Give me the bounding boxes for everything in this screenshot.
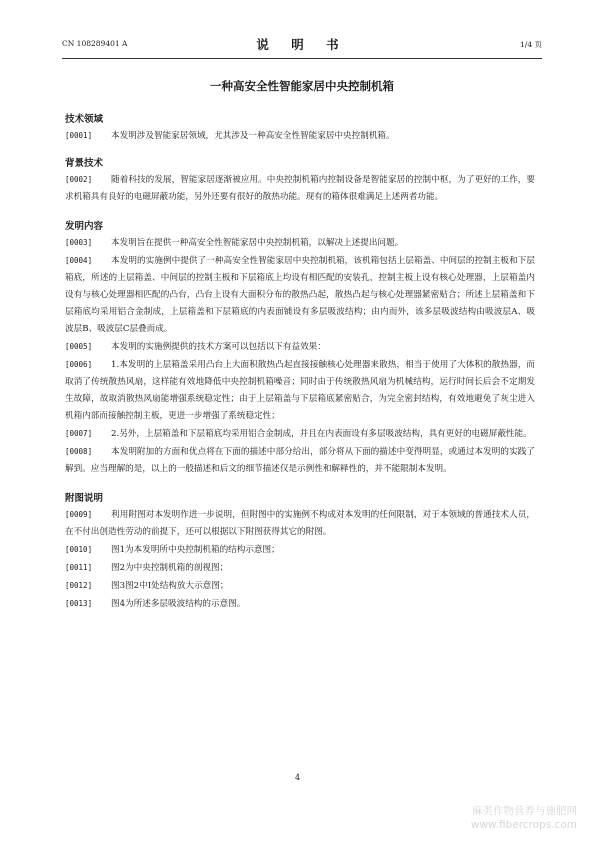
watermark-url: www.fibercrops.com [470,819,577,831]
section-background [65,157,535,206]
watermark-site-name: 麻类作物营养与施肥网 [472,805,577,817]
publication-number: CN 108289401 A [62,39,128,48]
paragraph-number: [0013] [65,599,93,608]
paragraph-text: 本发明涉及智能家居领域，尤其涉及一种高安全性智能家居中央控制机箱。 [111,131,395,141]
paragraph-number: [0011] [65,563,93,572]
section-heading: 发明内容 [65,221,104,232]
paragraph-text: 本发明的实施例提供的技术方案可以包括以下有益效果： [111,342,326,352]
paragraph [65,252,535,338]
paragraph-number: [0012] [65,581,93,590]
page-header [62,35,542,55]
paragraph-text: 利用附图对本发明作进一步说明，但附图中的实施例不构成对本发明的任何限制，对于本领域的普通技术人员，在不付出创造性劳动的前提下，还可以根据以下附图获得其它的附图。 [65,510,535,537]
paragraph-number: [0005] [65,342,93,351]
paragraph-text: 2.另外，上层箱盖和下层箱底均采用铝合金制成，并且在内表面设有多层吸波结构，具有更好的电磁屏蔽性能。 [111,429,532,439]
paragraph-text: 本发明旨在提供一种高安全性智能家居中央控制机箱，以解决上述提出问题。 [111,238,404,248]
section-heading: 背景技术 [65,158,104,169]
paragraph-number: [0007] [65,429,93,438]
paragraph-text: 本发明的实施例中提供了一种高安全性智能家居中央控制机箱，该机箱包括上层箱盖、中间层的控制主板和下层箱底，所述的上层箱盖、中间层的控制主板和下层箱底上均设有相匹配的安装孔，控制主板上设有核心处理器，上层箱盖内设有与核心处理器相匹配的凸台，凸台上设有大面积分布的散热凸起，散热凸起与核心处理器紧密贴合；所述上层箱盖和下层箱底均采用铝合金制成，上层箱盖和下层箱底的内表面铺设有多层吸波结构；由内而外，该多层吸波结构由吸波层A、吸波层B、吸波层C层叠而成。 [65,256,535,334]
paragraph-text: 图1为本发明所中央控制机箱的结构示意图； [111,545,280,555]
paragraph-text: 1.本发明的上层箱盖采用凸台上大面积散热凸起直接接触核心处理器来散热，相当于使用了大体积的散热器，而取消了传统散热风扇，这样能有效地降低中央控制机箱噪音；同时由于传统散热风扇为机械结构，运行时间长后会不定期发生故障，故取消散热风扇能增强系统稳定性；由于上层箱盖与下层箱底紧密贴合，为完全密封结构，有效地避免了灰尘进入机箱内部而接触控制主板，更进一步增强了系统稳定性； [65,360,535,421]
paragraph [65,541,535,559]
section-heading: 技术领域 [65,114,104,125]
page-number: 4 [294,773,301,782]
paragraph [65,443,535,478]
header-divider [62,58,542,59]
paragraph-number: [0004] [65,256,93,265]
watermark [471,804,577,832]
paragraph-text: 本发明附加的方面和优点将在下面的描述中部分给出，部分将从下面的描述中变得明显，或通过本发明的实践了解到。应当理解的是，以上的一般描述和后文的细节描述仅是示例性和解释性的，并不能限制本发明。 [65,447,535,474]
paragraph [65,356,535,425]
section-heading: 附图说明 [65,493,104,504]
paragraph-number: [0003] [65,238,93,247]
paragraph-text: 图2为中央控制机箱的剖视图； [111,563,229,573]
page-indicator: 1/4 页 [520,40,542,49]
paragraph [65,127,535,145]
section-summary [65,220,535,478]
paragraph [65,171,535,206]
paragraph [65,338,535,356]
paragraph [65,234,535,252]
paragraph [65,425,535,443]
paragraph-number: [0001] [65,131,93,140]
document-type-title: 说 明 书 [256,37,348,52]
document-body [65,113,535,613]
section-tech-field [65,113,535,145]
paragraph-number: [0006] [65,360,93,369]
paragraph [65,595,535,613]
paragraph [65,559,535,577]
paragraph-number: [0008] [65,447,93,456]
paragraph [65,506,535,541]
paragraph-number: [0009] [65,510,93,519]
paragraph-text: 随着科技的发展，智能家居逐渐被应用。中央控制机箱内控制设备是智能家居的控制中枢，为了更好的工作，要求机箱具有良好的电磁屏蔽功能，另外还要有很好的散热功能。现有的箱体很难满足上述两者功能。 [65,175,535,202]
paragraph-text: 图3图2中I处结构放大示意图； [111,581,229,591]
paragraph-text: 图4为所述多层吸波结构的示意图。 [111,599,246,609]
paragraph [65,577,535,595]
invention-title: 一种高安全性智能家居中央控制机箱 [210,79,394,93]
section-drawings [65,492,535,613]
paragraph-number: [0010] [65,545,93,554]
paragraph-number: [0002] [65,175,93,184]
